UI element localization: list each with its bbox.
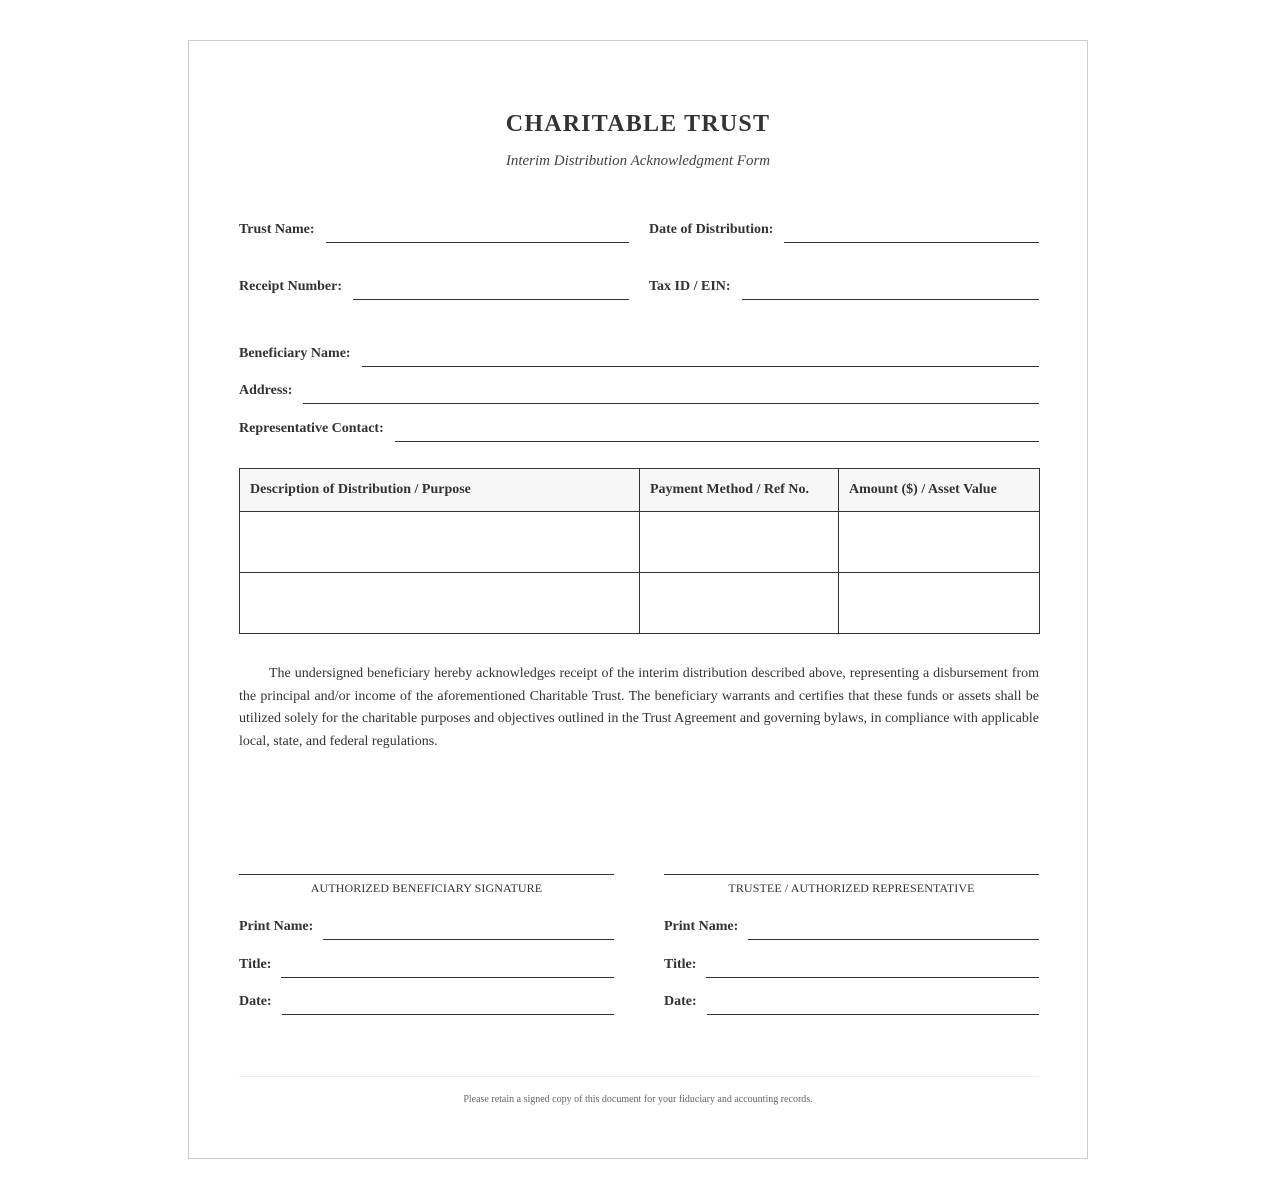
tax-id-label: Tax ID / EIN: <box>649 279 731 294</box>
table-cell-description[interactable] <box>240 512 640 573</box>
trustee-title-input-line[interactable] <box>706 976 1039 978</box>
beneficiary-signature-caption: AUTHORIZED BENEFICIARY SIGNATURE <box>310 881 543 895</box>
distribution-table <box>239 468 1040 634</box>
trust-name-field <box>239 217 629 241</box>
beneficiary-print-name-label: Print Name: <box>239 919 314 934</box>
date-of-distribution-label: Date of Distribution: <box>649 222 774 237</box>
table-cell-amount[interactable] <box>839 573 1040 634</box>
beneficiary-date-label: Date: <box>239 994 272 1009</box>
tax-id-field <box>649 274 1039 298</box>
beneficiary-name-label: Beneficiary Name: <box>239 346 351 361</box>
beneficiary-signature-block <box>239 874 614 1009</box>
trustee-print-name-input-line[interactable] <box>748 938 1039 940</box>
representative-contact-input-line[interactable] <box>395 440 1039 442</box>
trustee-print-name-label: Print Name: <box>664 919 739 934</box>
trustee-title-label: Title: <box>664 957 697 972</box>
receipt-number-label: Receipt Number: <box>239 279 343 294</box>
table-cell-amount[interactable] <box>839 512 1040 573</box>
table-header-row <box>240 469 1040 512</box>
trustee-date-field <box>664 989 1039 1011</box>
trustee-date-label: Date: <box>664 994 697 1009</box>
acknowledgment-paragraph: The undersigned beneficiary hereby acknowledges receipt of the interim distribution described above, representing a disbursement from the principal and/or income of the aforementioned Charitable Trust. The beneficiary warrants and certifies that these funds or assets shall be utilized solely for the charitable purposes and objectives outlined in the Trust Agreement and governing bylaws, in compliance with applicable local, state, and federal regulations. <box>239 666 1039 750</box>
representative-contact-label: Representative Contact: <box>239 421 384 436</box>
address-field <box>239 378 1039 402</box>
receipt-number-input-line[interactable] <box>353 298 629 300</box>
trustee-signature-caption: TRUSTEE / AUTHORIZED REPRESENTATIVE <box>728 881 975 895</box>
column-header-amount: Amount ($) / Asset Value <box>839 469 1040 512</box>
column-header-payment-method: Payment Method / Ref No. <box>640 469 839 512</box>
date-of-distribution-field <box>649 217 1039 241</box>
representative-contact-field <box>239 416 1039 440</box>
footer-note: Please retain a signed copy of this document for your fiduciary and accounting records. <box>463 1094 813 1105</box>
beneficiary-date-field <box>239 989 614 1011</box>
trustee-title-field <box>664 952 1039 974</box>
document-subtitle: Interim Distribution Acknowledgment Form <box>505 153 771 169</box>
address-label: Address: <box>239 383 293 398</box>
beneficiary-title-field <box>239 952 614 974</box>
trustee-signature-block <box>664 874 1039 1009</box>
table-cell-description[interactable] <box>240 573 640 634</box>
trustee-date-input-line[interactable] <box>707 1013 1039 1015</box>
beneficiary-print-name-field <box>239 914 614 936</box>
trust-name-input-line[interactable] <box>326 241 629 243</box>
beneficiary-name-field <box>239 341 1039 365</box>
beneficiary-title-input-line[interactable] <box>281 976 614 978</box>
beneficiary-print-name-input-line[interactable] <box>323 938 614 940</box>
trustee-signature-line[interactable] <box>664 874 1039 875</box>
table-cell-payment-method[interactable] <box>640 573 839 634</box>
table-row <box>240 512 1040 573</box>
beneficiary-date-input-line[interactable] <box>282 1013 614 1015</box>
column-header-description: Description of Distribution / Purpose <box>240 469 640 512</box>
trustee-print-name-field <box>664 914 1039 936</box>
tax-id-input-line[interactable] <box>742 298 1039 300</box>
table-cell-payment-method[interactable] <box>640 512 839 573</box>
beneficiary-name-input-line[interactable] <box>362 365 1039 367</box>
footer-divider <box>239 1076 1039 1077</box>
beneficiary-signature-line[interactable] <box>239 874 614 875</box>
document-title: CHARITABLE TRUST <box>505 111 771 137</box>
beneficiary-title-label: Title: <box>239 957 272 972</box>
receipt-number-field <box>239 274 629 298</box>
date-of-distribution-input-line[interactable] <box>784 241 1039 243</box>
table-row <box>240 573 1040 634</box>
address-input-line[interactable] <box>303 402 1039 404</box>
trust-name-label: Trust Name: <box>239 222 315 237</box>
document-page <box>188 40 1088 1159</box>
